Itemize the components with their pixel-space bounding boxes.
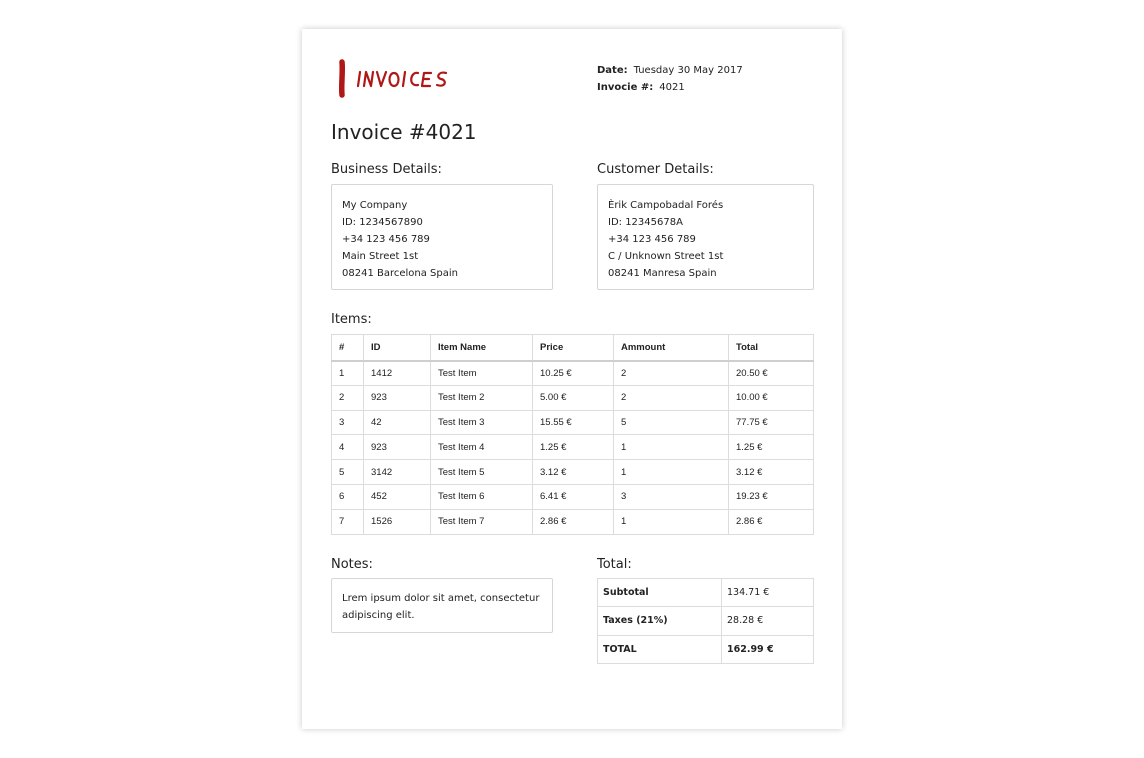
business-details-box bbox=[331, 184, 553, 290]
table-row bbox=[332, 435, 814, 460]
table-cell: 1412 bbox=[364, 361, 431, 386]
invoice-number-label: Invocie #: bbox=[597, 82, 654, 93]
table-cell: 10.00 € bbox=[729, 385, 814, 410]
table-row bbox=[332, 361, 814, 386]
column-header: ID bbox=[364, 335, 431, 361]
table-cell: 10.25 € bbox=[533, 361, 614, 386]
table-cell: 5.00 € bbox=[533, 385, 614, 410]
table-cell: 2.86 € bbox=[533, 509, 614, 534]
table-cell: 19.23 € bbox=[729, 484, 814, 509]
invoices-logo bbox=[335, 57, 465, 103]
business-line: 08241 Barcelona Spain bbox=[342, 268, 459, 279]
notes-line: adipiscing elit. bbox=[342, 610, 415, 621]
table-cell: Test Item 3 bbox=[431, 410, 533, 435]
table-cell: Test Item 4 bbox=[431, 435, 533, 460]
table-cell: 3142 bbox=[364, 460, 431, 485]
table-cell: 452 bbox=[364, 484, 431, 509]
grand-total-value: 162.99 € bbox=[722, 635, 814, 663]
total-heading: Total: bbox=[597, 557, 632, 572]
table-row bbox=[332, 460, 814, 485]
customer-line: +34 123 456 789 bbox=[608, 234, 696, 245]
table-cell: 923 bbox=[364, 435, 431, 460]
table-cell: 923 bbox=[364, 385, 431, 410]
date-row bbox=[597, 62, 743, 79]
invoice-meta bbox=[597, 62, 743, 96]
table-cell: 7 bbox=[332, 509, 364, 534]
customer-details-heading: Customer Details: bbox=[597, 162, 714, 177]
subtotal-row bbox=[598, 579, 814, 607]
customer-line: Èrik Campobadal Forés bbox=[608, 200, 724, 211]
column-header: Item Name bbox=[431, 335, 533, 361]
table-cell: Test Item 7 bbox=[431, 509, 533, 534]
subtotal-value: 134.71 € bbox=[722, 579, 814, 607]
customer-line: 08241 Manresa Spain bbox=[608, 268, 717, 279]
table-cell: 1 bbox=[332, 361, 364, 386]
notes-text bbox=[342, 590, 539, 624]
table-cell: Test Item 5 bbox=[431, 460, 533, 485]
table-row bbox=[332, 509, 814, 534]
customer-line: ID: 12345678A bbox=[608, 217, 683, 228]
table-cell: Test Item bbox=[431, 361, 533, 386]
totals-table bbox=[597, 578, 814, 664]
items-header-row bbox=[332, 335, 814, 361]
table-cell: 4 bbox=[332, 435, 364, 460]
table-row bbox=[332, 410, 814, 435]
column-header: Price bbox=[533, 335, 614, 361]
taxes-value: 28.28 € bbox=[722, 607, 814, 635]
notes-box bbox=[331, 578, 553, 633]
table-cell: 15.55 € bbox=[533, 410, 614, 435]
table-cell: 1.25 € bbox=[533, 435, 614, 460]
table-cell: 6.41 € bbox=[533, 484, 614, 509]
items-table bbox=[331, 334, 814, 535]
table-cell: 1.25 € bbox=[729, 435, 814, 460]
grand-total-row bbox=[598, 635, 814, 663]
table-cell: 1 bbox=[614, 509, 729, 534]
invoice-number-value: 4021 bbox=[659, 82, 685, 93]
column-header: # bbox=[332, 335, 364, 361]
table-cell: 2 bbox=[614, 361, 729, 386]
table-cell: Test Item 2 bbox=[431, 385, 533, 410]
notes-line: Lrem ipsum dolor sit amet, consectetur bbox=[342, 593, 540, 604]
customer-details-box bbox=[597, 184, 814, 290]
taxes-label: Taxes (21%) bbox=[598, 607, 722, 635]
items-heading: Items: bbox=[331, 312, 372, 327]
subtotal-label: Subtotal bbox=[598, 579, 722, 607]
table-cell: 1 bbox=[614, 460, 729, 485]
table-cell: 20.50 € bbox=[729, 361, 814, 386]
business-details-text bbox=[342, 197, 458, 282]
invoice-page bbox=[302, 29, 842, 729]
taxes-row bbox=[598, 607, 814, 635]
customer-line: C / Unknown Street 1st bbox=[608, 251, 724, 262]
column-header: Ammount bbox=[614, 335, 729, 361]
customer-details-text bbox=[608, 197, 723, 282]
table-cell: 3 bbox=[614, 484, 729, 509]
table-cell: 77.75 € bbox=[729, 410, 814, 435]
page-title: Invoice #4021 bbox=[331, 120, 477, 144]
table-cell: 5 bbox=[332, 460, 364, 485]
grand-total-label: TOTAL bbox=[598, 635, 722, 663]
table-cell: 3.12 € bbox=[533, 460, 614, 485]
table-cell: 3.12 € bbox=[729, 460, 814, 485]
business-details-heading: Business Details: bbox=[331, 162, 442, 177]
business-line: ID: 1234567890 bbox=[342, 217, 423, 228]
table-row bbox=[332, 385, 814, 410]
table-cell: 2 bbox=[332, 385, 364, 410]
business-line: Main Street 1st bbox=[342, 251, 419, 262]
table-cell: Test Item 6 bbox=[431, 484, 533, 509]
date-label: Date: bbox=[597, 65, 628, 76]
table-row bbox=[332, 484, 814, 509]
table-cell: 1526 bbox=[364, 509, 431, 534]
table-cell: 2 bbox=[614, 385, 729, 410]
date-value: Tuesday 30 May 2017 bbox=[633, 65, 743, 76]
business-line: My Company bbox=[342, 200, 408, 211]
column-header: Total bbox=[729, 335, 814, 361]
invoice-number-row bbox=[597, 79, 743, 96]
business-line: +34 123 456 789 bbox=[342, 234, 430, 245]
table-cell: 1 bbox=[614, 435, 729, 460]
table-cell: 42 bbox=[364, 410, 431, 435]
table-cell: 5 bbox=[614, 410, 729, 435]
notes-heading: Notes: bbox=[331, 557, 373, 572]
table-cell: 2.86 € bbox=[729, 509, 814, 534]
table-cell: 3 bbox=[332, 410, 364, 435]
table-cell: 6 bbox=[332, 484, 364, 509]
